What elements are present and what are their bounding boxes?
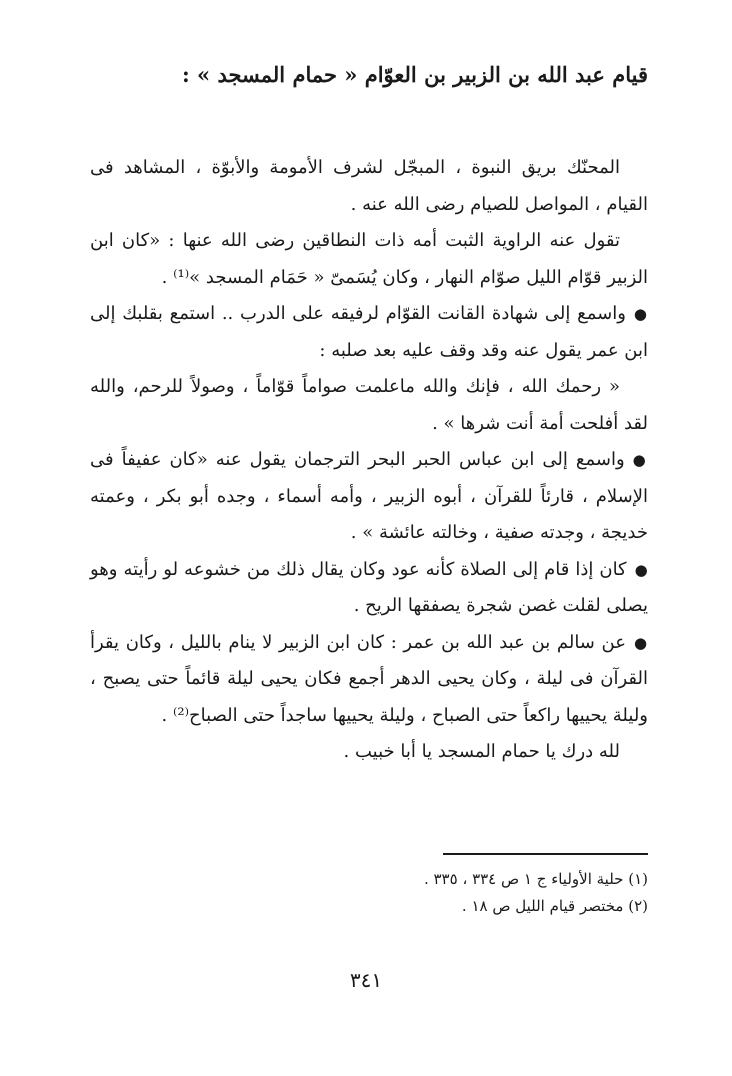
bullet-icon: ●: [633, 305, 648, 323]
page-number: ٣٤١: [349, 968, 383, 992]
footnote-2: (٢) مختصر قيام الليل ص ١٨ .: [461, 897, 648, 915]
paragraph-intro: [90, 150, 648, 223]
body-text: [90, 150, 648, 771]
paragraph-text: المحنّك بريق النبوة ، المبجّل لشرف الأمومة والأبوّة ، المشاهد فى القيام ، المواصل للصيام رضى الله عنه .: [90, 157, 648, 215]
paragraph-text: لله درك يا حمام المسجد يا أبا خبيب .: [343, 741, 620, 762]
footnote-divider: [443, 853, 648, 855]
bullet-icon: ●: [634, 560, 649, 579]
paragraph-text: كان إذا قام إلى الصلاة كأنه عود وكان يقال ذلك من خشوعه لو رأيته وهو يصلى لقلت غصن شجرة يصفقها الريح .: [90, 558, 648, 616]
paragraph-text: عن سالم بن عبد الله بن عمر : كان ابن الزبير لا ينام بالليل ، وكان يقرأ القرآن فى ليلة ، وكان يحيى الدهر أجمع فكان يحيى ليلة قائماً حتى يصبح ، وليلة يحييها راكعاً حتى الصباح ، وليلة يحييها ساجداً حتى الصباح⁽²⁾ .: [90, 631, 648, 726]
paragraph-text: واسمع إلى ابن عباس الحبر البحر الترجمان يقول عنه «كان عفيفاً فى الإسلام ، قارئاً للقرآن ، أبوه الزبير ، وأمه أسماء ، وجده أبو بكر ، وعمته خديجة ، وجدته صفية ، وخالته عائشة » .: [90, 449, 648, 543]
bullet-icon: ●: [632, 451, 649, 469]
paragraph-asma-quote: [90, 223, 648, 296]
paragraph-salim: [90, 625, 648, 735]
paragraph-ibn-umar: [90, 296, 648, 369]
section-heading: قيام عبد الله بن الزبير بن العوّام « حمام المسجد » :: [181, 62, 648, 87]
paragraph-closing: [90, 734, 648, 771]
paragraph-text: واسمع إلى شهادة القانت القوّام لرفيقه على الدرب .. استمع بقلبك إلى ابن عمر يقول عنه وقد وقف عليه بعد صلبه :: [90, 303, 648, 361]
paragraph-ibn-abbas: [90, 442, 648, 552]
paragraph-ibn-umar-quote: [90, 369, 648, 442]
paragraph-text: « رحمك الله ، فإنك والله ماعلمت صواماً قوّاماً ، وصولاً للرحم، والله لقد أفلحت أمة أنت شرها » .: [90, 376, 648, 434]
footnotes: [228, 866, 648, 920]
bullet-icon: ●: [633, 633, 648, 652]
paragraph-text: تقول عنه الراوية الثبت أمه ذات النطاقين رضى الله عنها : «كان ابن الزبير قوّام الليل صوّام النهار ، وكان يُسَمىّ « حَمَام المسجد »⁽¹⁾ .: [90, 230, 648, 288]
paragraph-prayer: [90, 552, 648, 625]
footnote-1: (١) حلية الأولياء ج ١ ص ٣٣٤ ، ٣٣٥ .: [423, 870, 648, 888]
